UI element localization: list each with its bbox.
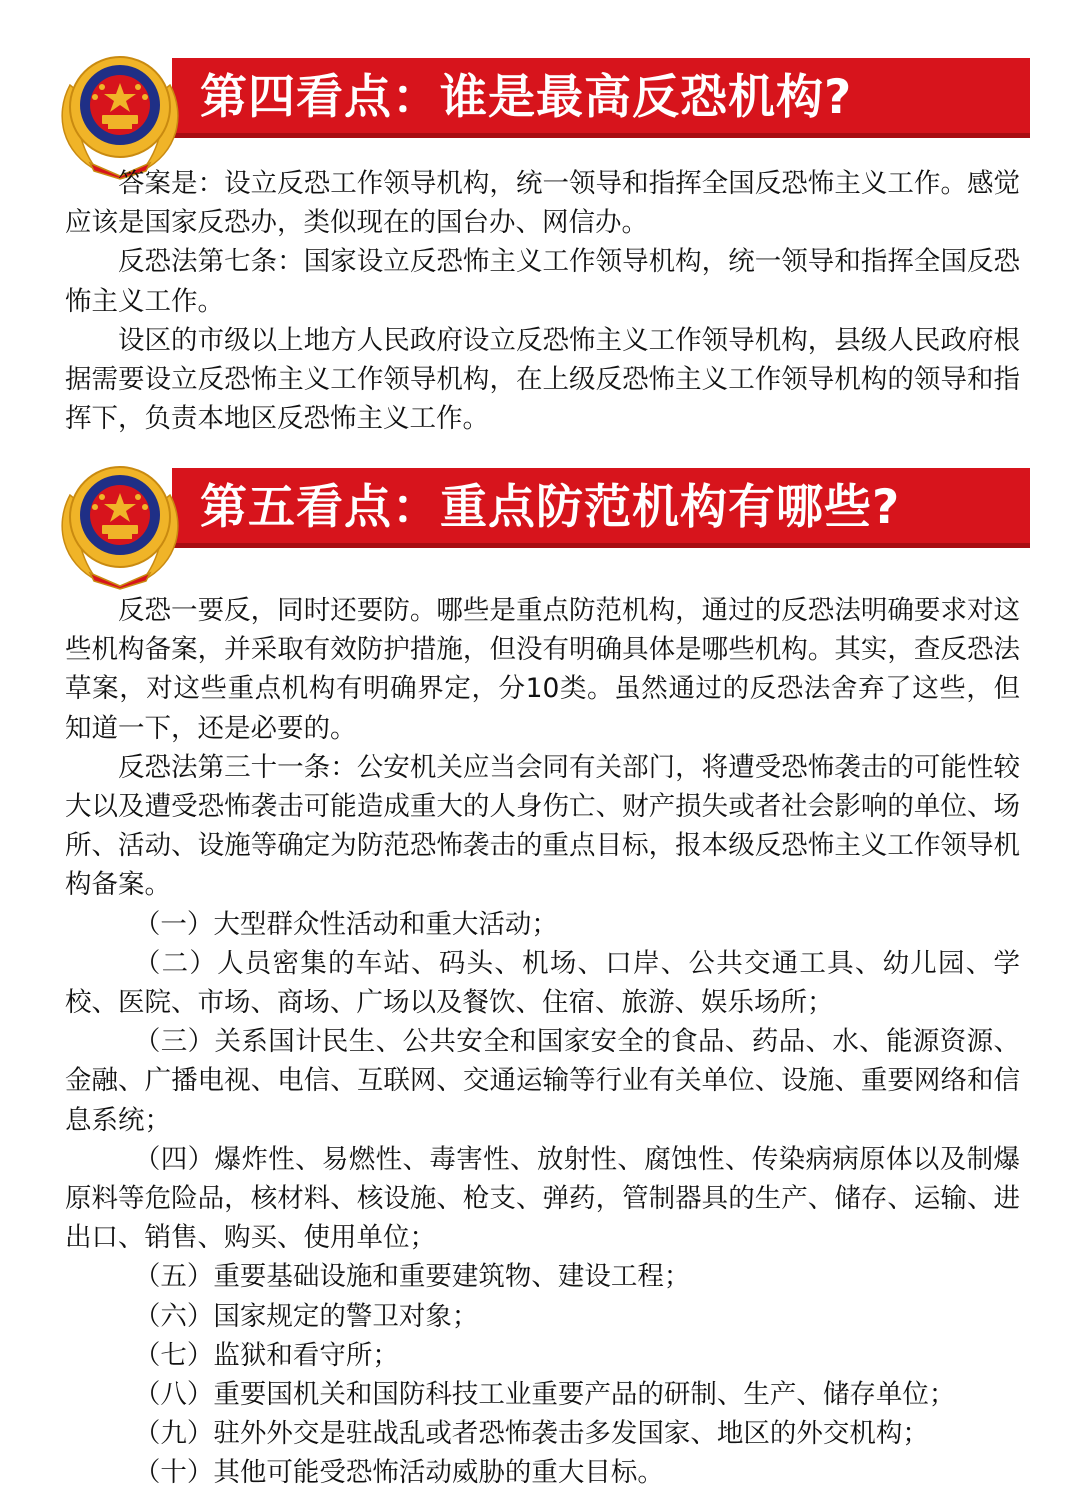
police-emblem-icon	[50, 45, 190, 180]
list-item: （六）国家规定的警卫对象；	[133, 1300, 479, 1332]
section5-title: 第五看点：重点防范机构有哪些?	[200, 480, 901, 535]
list-item: （九）驻外外交是驻战乱或者恐怖袭击多发国家、地区的外交机构；	[133, 1418, 929, 1450]
list-item: （十）其他可能受恐怖活动威胁的重大目标。	[133, 1457, 664, 1489]
section4-paragraph-1: 答案是：设立反恐工作领导机构，统一领导和指挥全国反恐怖主义工作。感觉应该是国家反恐办，类似现在的国台办、网信办。	[65, 168, 1020, 239]
section5-paragraph-2: 反恐法第三十一条：公安机关应当会同有关部门，将遭受恐怖袭击的可能性较大以及遭受恐怖袭击可能造成重大的人身伤亡、财产损失或者社会影响的单位、场所、活动、设施等确定为防范恐怖袭击的重点目标，报本级反恐怖主义工作领导机构备案。	[65, 751, 1020, 901]
section4-paragraph-2: 反恐法第七条：国家设立反恐怖主义工作领导机构，统一领导和指挥全国反恐怖主义工作。	[65, 246, 1020, 317]
list-item: （三）关系国计民生、公共安全和国家安全的食品、药品、水、能源资源、金融、广播电视、电信、互联网、交通运输等行业有关单位、设施、重要网络和信息系统；	[65, 1026, 1020, 1136]
police-emblem-icon	[50, 455, 190, 590]
list-item: （五）重要基础设施和重要建筑物、建设工程；	[133, 1261, 691, 1293]
section4-body	[65, 164, 1020, 438]
section5-paragraph-1: 反恐一要反，同时还要防。哪些是重点防范机构，通过的反恐法明确要求对这些机构备案，并采取有效防护措施，但没有明确具体是哪些机构。其实，查反恐法草案，对这些重点机构有明确界定，分10类。虽然通过的反恐法舍弃了这些，但知道一下，还是必要的。	[65, 595, 1020, 744]
section4-paragraph-3: 设区的市级以上地方人民政府设立反恐怖主义工作领导机构，县级人民政府根据需要设立反恐怖主义工作领导机构，在上级反恐怖主义工作领导机构的领导和指挥下，负责本地区反恐怖主义工作。	[65, 324, 1020, 435]
list-item: （八）重要国机关和国防科技工业重要产品的研制、生产、储存单位；	[133, 1379, 956, 1411]
section5-body	[65, 591, 1020, 1493]
list-item: （二）人员密集的车站、码头、机场、口岸、公共交通工具、幼儿园、学校、医院、市场、商场、广场以及餐饮、住宿、旅游、娱乐场所；	[65, 947, 1020, 1019]
list-item: （四）爆炸性、易燃性、毒害性、放射性、腐蚀性、传染病病原体以及制爆原料等危险品，核材料、核设施、枪支、弹药，管制器具的生产、储存、运输、进出口、销售、购买、使用单位；	[65, 1143, 1020, 1254]
section4-title: 第四看点：谁是最高反恐机构?	[200, 70, 853, 125]
list-item: （七）监狱和看守所；	[133, 1339, 399, 1371]
list-item: （一）大型群众性活动和重大活动；	[133, 908, 558, 940]
section5-header	[50, 455, 1032, 605]
